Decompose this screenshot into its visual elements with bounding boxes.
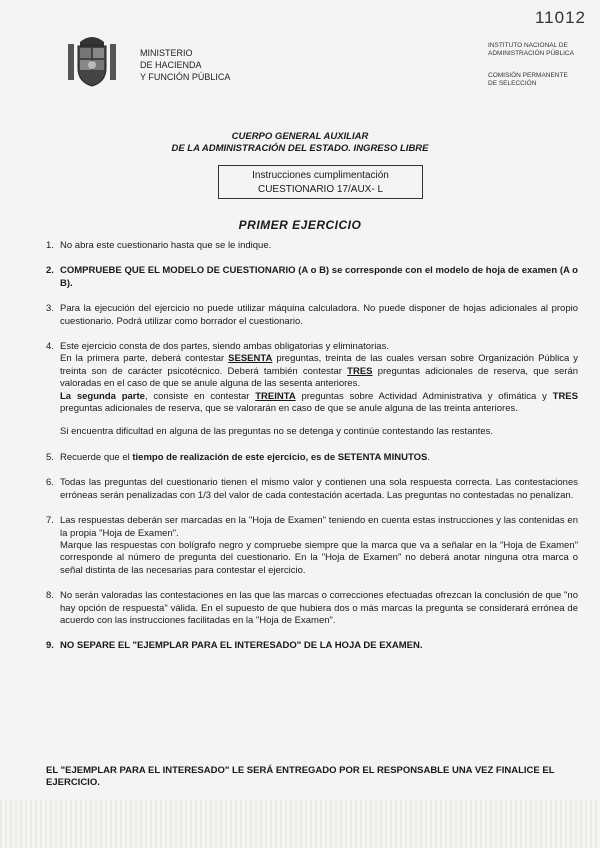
- list-item: 1. No abra este cuestionario hasta que se le indique.: [46, 240, 272, 251]
- questionnaire-box: Instrucciones cumplimentación CUESTIONARIO 17/AUX- L: [218, 165, 423, 199]
- scan-noise-footer: [0, 800, 600, 848]
- list-item: 2. COMPRUEBE QUE EL MODELO DE CUESTIONARIO (A o B) se corresponde con el modelo de hoja de examen (A o B).: [46, 265, 578, 289]
- list-item: 8. No serán valoradas las contestaciones en las que las marcas o correcciones efectuadas ofrezcan la conclusión de que "no hay opción de respuesta" válida. En el supuesto de que hubiera dos o más marcas la pregunta se considerará errónea de acuerdo con las instrucciones facilitadas en la "Hoja de Examen".: [46, 590, 578, 626]
- list-item: 6. Todas las preguntas del cuestionario tienen el mismo valor y contienen una sola respuesta correcta. Las contestaciones erróneas serán penalizadas con 1/3 del valor de cada contestación acertada. Las preguntas no contestadas no penalizan.: [46, 477, 578, 501]
- commission-name: COMISIÓN PERMANENTE DE SELECCIÓN: [488, 72, 568, 87]
- spain-coat-of-arms-icon: [66, 30, 118, 88]
- list-item: 3. Para la ejecución del ejercicio no puede utilizar máquina calculadora. No puede disponer de hojas adicionales al propio cuestionario. Podrá utilizar como borrador el cuestionario.: [46, 303, 578, 327]
- list-item: 7. Las respuestas deberán ser marcadas en la "Hoja de Examen" teniendo en cuenta estas instrucciones y las contenidas en la propia "Hoja de Examen". Marque las respuestas con bolígrafo negro y compruebe siempre que la marca que va a señalar en la "Hoja de Examen" corresponde al número de pregunta del cuestionario. En la "Hoja de Examen" no deberá anotar ninguna otra marca o señal distinta de las necesarias para contestar el ejercicio.: [46, 515, 578, 576]
- exercise-title: PRIMER EJERCICIO: [238, 218, 362, 232]
- list-item: 4. Este ejercicio consta de dos partes, siendo ambas obligatorias y eliminatorias. En la primera parte, deberá contestar SESENTA preguntas, treinta de las cuales versan sobre Organización Pública y treinta son de carácter psicotécnico. Deberá también contestar TRES preguntas adicionales de reserva, que serán valoradas en el caso de que se anule alguna de las sesenta anteriores. La segunda parte, consiste en contestar TREINTA preguntas sobre Actividad Administrativa y ofimática y TRES preguntas adicionales de reserva, que se valorarán en caso de que se anule alguna de las treinta anteriores. Si encuentra dificultad en alguna de las preguntas no se detenga y continúe contestando las restantes.: [46, 341, 579, 438]
- final-note: EL "EJEMPLAR PARA EL INTERESADO" LE SERÁ ENTREGADO POR EL RESPONSABLE UNA VEZ FINALICE EL EJERCICIO.: [46, 765, 555, 789]
- list-item: 9. NO SEPARE EL "EJEMPLAR PARA EL INTERESADO" DE LA HOJA DE EXAMEN.: [46, 640, 423, 652]
- ministry-name: MINISTERIO DE HACIENDA Y FUNCIÓN PÚBLICA: [140, 48, 231, 82]
- institute-name: INSTITUTO NACIONAL DE ADMINISTRACIÓN PÚBLICA COMISIÓN PERMANENTE DE SELECCIÓN: [488, 42, 588, 88]
- document-number: 11012: [534, 8, 586, 27]
- document-title: CUERPO GENERAL AUXILIAR DE LA ADMINISTRACIÓN DEL ESTADO. INGRESO LIBRE: [171, 131, 429, 154]
- list-item: 5. Recuerde que el tiempo de realización de este ejercicio, es de SETENTA MINUTOS.: [46, 451, 430, 463]
- instruction-list: [46, 240, 578, 666]
